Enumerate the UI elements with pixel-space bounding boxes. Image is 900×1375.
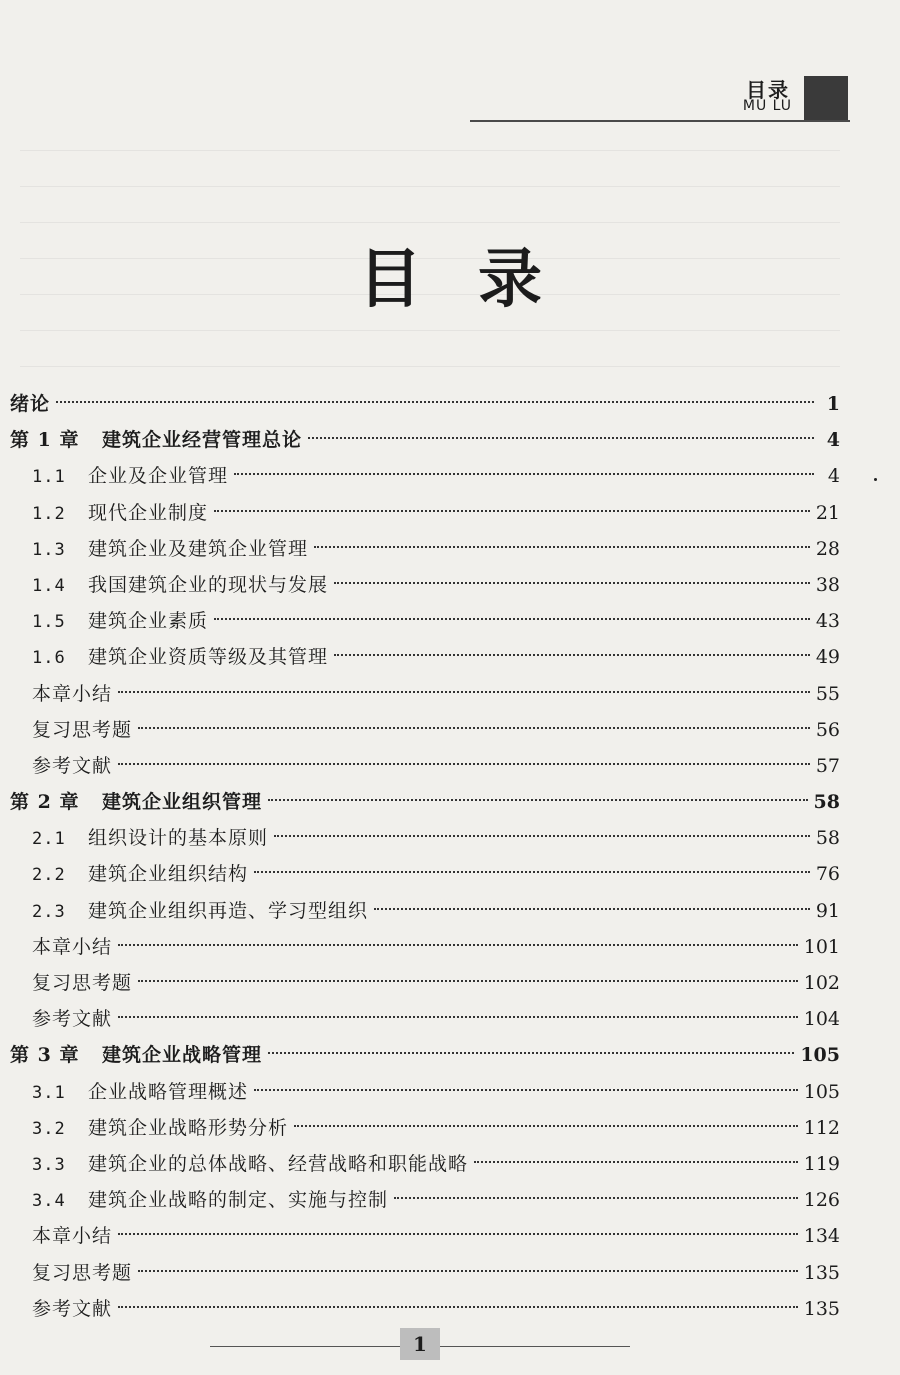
toc-entry-page: 58	[815, 827, 840, 850]
toc-entry[interactable]	[10, 965, 840, 1001]
toc-entry-title: 现代企业制度	[88, 501, 209, 524]
toc-entry-number: 2.1	[32, 829, 66, 850]
header-subtitle: MU LU	[742, 98, 792, 114]
dot-leader	[234, 473, 814, 475]
toc-entry-number: 1.3	[32, 539, 66, 560]
toc-entry-title: 企业及企业管理	[88, 465, 229, 488]
toc-entry-page: 104	[803, 1008, 840, 1031]
toc-entry-title: 建筑企业战略形势分析	[88, 1116, 289, 1139]
toc-entry[interactable]	[10, 567, 840, 603]
toc-entry[interactable]	[10, 1182, 840, 1218]
dot-leader	[138, 1270, 798, 1272]
dot-leader	[274, 835, 810, 837]
toc-entry[interactable]	[10, 856, 840, 892]
toc-entry[interactable]	[10, 748, 840, 784]
toc-entry-number: 3.3	[32, 1154, 66, 1175]
toc-entry-page: 135	[803, 1261, 840, 1284]
header-block-decoration	[804, 76, 848, 120]
header-rule	[470, 120, 850, 122]
toc-entry-title: 参考文献	[32, 1297, 113, 1320]
toc-entry-page: 4	[826, 429, 840, 452]
dot-leader	[118, 944, 798, 946]
toc-entry-number: 3.1	[32, 1082, 66, 1103]
toc-entry-number: 3.4	[32, 1191, 66, 1212]
page-number: 1	[400, 1328, 440, 1360]
dot-leader	[138, 980, 798, 982]
toc-entry-page: 21	[815, 501, 840, 524]
page-footer	[210, 1322, 630, 1362]
dot-leader	[294, 1125, 798, 1127]
dot-leader	[374, 908, 810, 910]
dot-leader	[308, 437, 814, 439]
dot-leader	[334, 654, 810, 656]
toc-entry-page: 112	[803, 1116, 840, 1139]
dot-leader	[474, 1161, 798, 1163]
toc-entry-title: 企业战略管理概述	[88, 1080, 249, 1103]
toc-entry[interactable]	[10, 929, 840, 965]
header-title: 目录	[746, 78, 790, 102]
toc-entry-title: 我国建筑企业的现状与发展	[88, 573, 329, 596]
toc-entry-page: 105	[800, 1044, 840, 1067]
dot-leader	[118, 691, 810, 693]
toc-entry-page: 101	[803, 935, 840, 958]
toc-entry-page: 58	[813, 791, 840, 814]
toc-entry[interactable]	[10, 386, 840, 422]
page-title: 目录	[358, 243, 598, 317]
toc-entry-number: 1.6	[32, 648, 66, 669]
toc-entry-title: 建筑企业资质等级及其管理	[88, 646, 329, 669]
dot-leader	[254, 1089, 798, 1091]
toc-entry[interactable]	[10, 1218, 840, 1254]
dot-leader	[118, 1233, 798, 1235]
toc-entry-number: 2.3	[32, 901, 66, 922]
toc-entry[interactable]	[10, 603, 840, 639]
toc-entry-number: 3.2	[32, 1118, 66, 1139]
dot-leader	[268, 799, 808, 801]
toc-entry-page: 126	[803, 1189, 840, 1212]
toc-entry-number: 1.1	[32, 467, 66, 488]
toc-entry-title: 建筑企业及建筑企业管理	[88, 537, 309, 560]
toc-entry-number: 第 1 章	[10, 429, 80, 452]
toc-entry[interactable]	[10, 639, 840, 675]
dot-leader	[268, 1052, 794, 1054]
toc-entry-number: 2.2	[32, 865, 66, 886]
toc-entry-title: 建筑企业经营管理总论	[102, 429, 303, 452]
table-of-contents	[10, 386, 840, 1327]
toc-entry-page: 91	[815, 899, 840, 922]
toc-entry[interactable]	[10, 531, 840, 567]
running-header	[470, 72, 850, 122]
toc-entry-page: 43	[815, 610, 840, 633]
toc-entry[interactable]	[10, 458, 840, 494]
dot-leader	[394, 1197, 798, 1199]
toc-entry-page: 28	[815, 537, 840, 560]
toc-entry[interactable]	[10, 784, 840, 820]
toc-entry-page: 135	[803, 1297, 840, 1320]
toc-entry-page: 57	[815, 754, 840, 777]
toc-entry[interactable]	[10, 1001, 840, 1037]
toc-entry-page: 102	[803, 972, 840, 994]
toc-entry-page: 49	[815, 646, 840, 669]
toc-entry-title: 复习思考题	[32, 1261, 133, 1284]
toc-entry-page: 55	[815, 682, 840, 705]
toc-entry[interactable]	[10, 820, 840, 856]
toc-entry-title: 参考文献	[32, 1008, 113, 1031]
toc-entry-title: 建筑企业组织管理	[102, 791, 263, 814]
toc-entry-number: 1.5	[32, 612, 66, 633]
dot-leader	[214, 510, 810, 512]
toc-entry[interactable]	[10, 712, 840, 748]
toc-entry-title: 本章小结	[32, 682, 113, 705]
dot-leader	[314, 546, 810, 548]
toc-entry-title: 复习思考题	[32, 718, 133, 741]
toc-entry[interactable]	[10, 1146, 840, 1182]
toc-entry-title: 绪论	[10, 393, 51, 415]
toc-entry-title: 复习思考题	[32, 972, 133, 994]
toc-entry-page: 134	[803, 1225, 840, 1248]
dot-leader	[138, 727, 810, 729]
dot-leader	[118, 1016, 798, 1018]
toc-entry-title: 本章小结	[32, 1225, 113, 1248]
dot-leader	[118, 763, 810, 765]
toc-entry-page: 76	[815, 863, 840, 886]
toc-entry-number: 1.2	[32, 503, 66, 524]
toc-entry-title: 建筑企业组织结构	[88, 863, 249, 886]
toc-entry-page: 4	[827, 465, 840, 488]
toc-entry[interactable]	[10, 676, 840, 712]
toc-entry-number: 1.4	[32, 575, 66, 596]
toc-entry-title: 建筑企业的总体战略、经营战略和职能战略	[88, 1152, 469, 1175]
toc-entry[interactable]	[10, 1255, 840, 1291]
dot-leader	[56, 401, 814, 403]
toc-entry-title: 建筑企业素质	[88, 610, 209, 633]
toc-entry[interactable]	[10, 1110, 840, 1146]
toc-entry[interactable]	[10, 495, 840, 531]
toc-entry-page: 1	[826, 393, 840, 415]
toc-entry-page: 38	[815, 573, 840, 596]
toc-entry-page: 56	[815, 718, 840, 741]
toc-entry[interactable]	[10, 1074, 840, 1110]
dot-leader	[214, 618, 810, 620]
toc-entry-title: 参考文献	[32, 754, 113, 777]
dot-leader	[334, 582, 810, 584]
toc-entry-title: 本章小结	[32, 935, 113, 958]
toc-entry-number: 第 2 章	[10, 791, 80, 814]
dot-leader	[254, 871, 810, 873]
toc-entry[interactable]	[10, 422, 840, 458]
toc-entry-title: 组织设计的基本原则	[88, 827, 269, 850]
toc-entry-title: 建筑企业组织再造、学习型组织	[88, 899, 369, 922]
toc-entry[interactable]	[10, 893, 840, 929]
stray-mark	[874, 478, 877, 481]
toc-entry-title: 建筑企业战略的制定、实施与控制	[88, 1189, 389, 1212]
dot-leader	[118, 1306, 798, 1308]
toc-entry[interactable]	[10, 1037, 840, 1073]
toc-entry-page: 105	[803, 1080, 840, 1103]
toc-entry-page: 119	[803, 1152, 840, 1175]
toc-entry-title: 建筑企业战略管理	[102, 1044, 263, 1067]
toc-entry-number: 第 3 章	[10, 1044, 80, 1067]
